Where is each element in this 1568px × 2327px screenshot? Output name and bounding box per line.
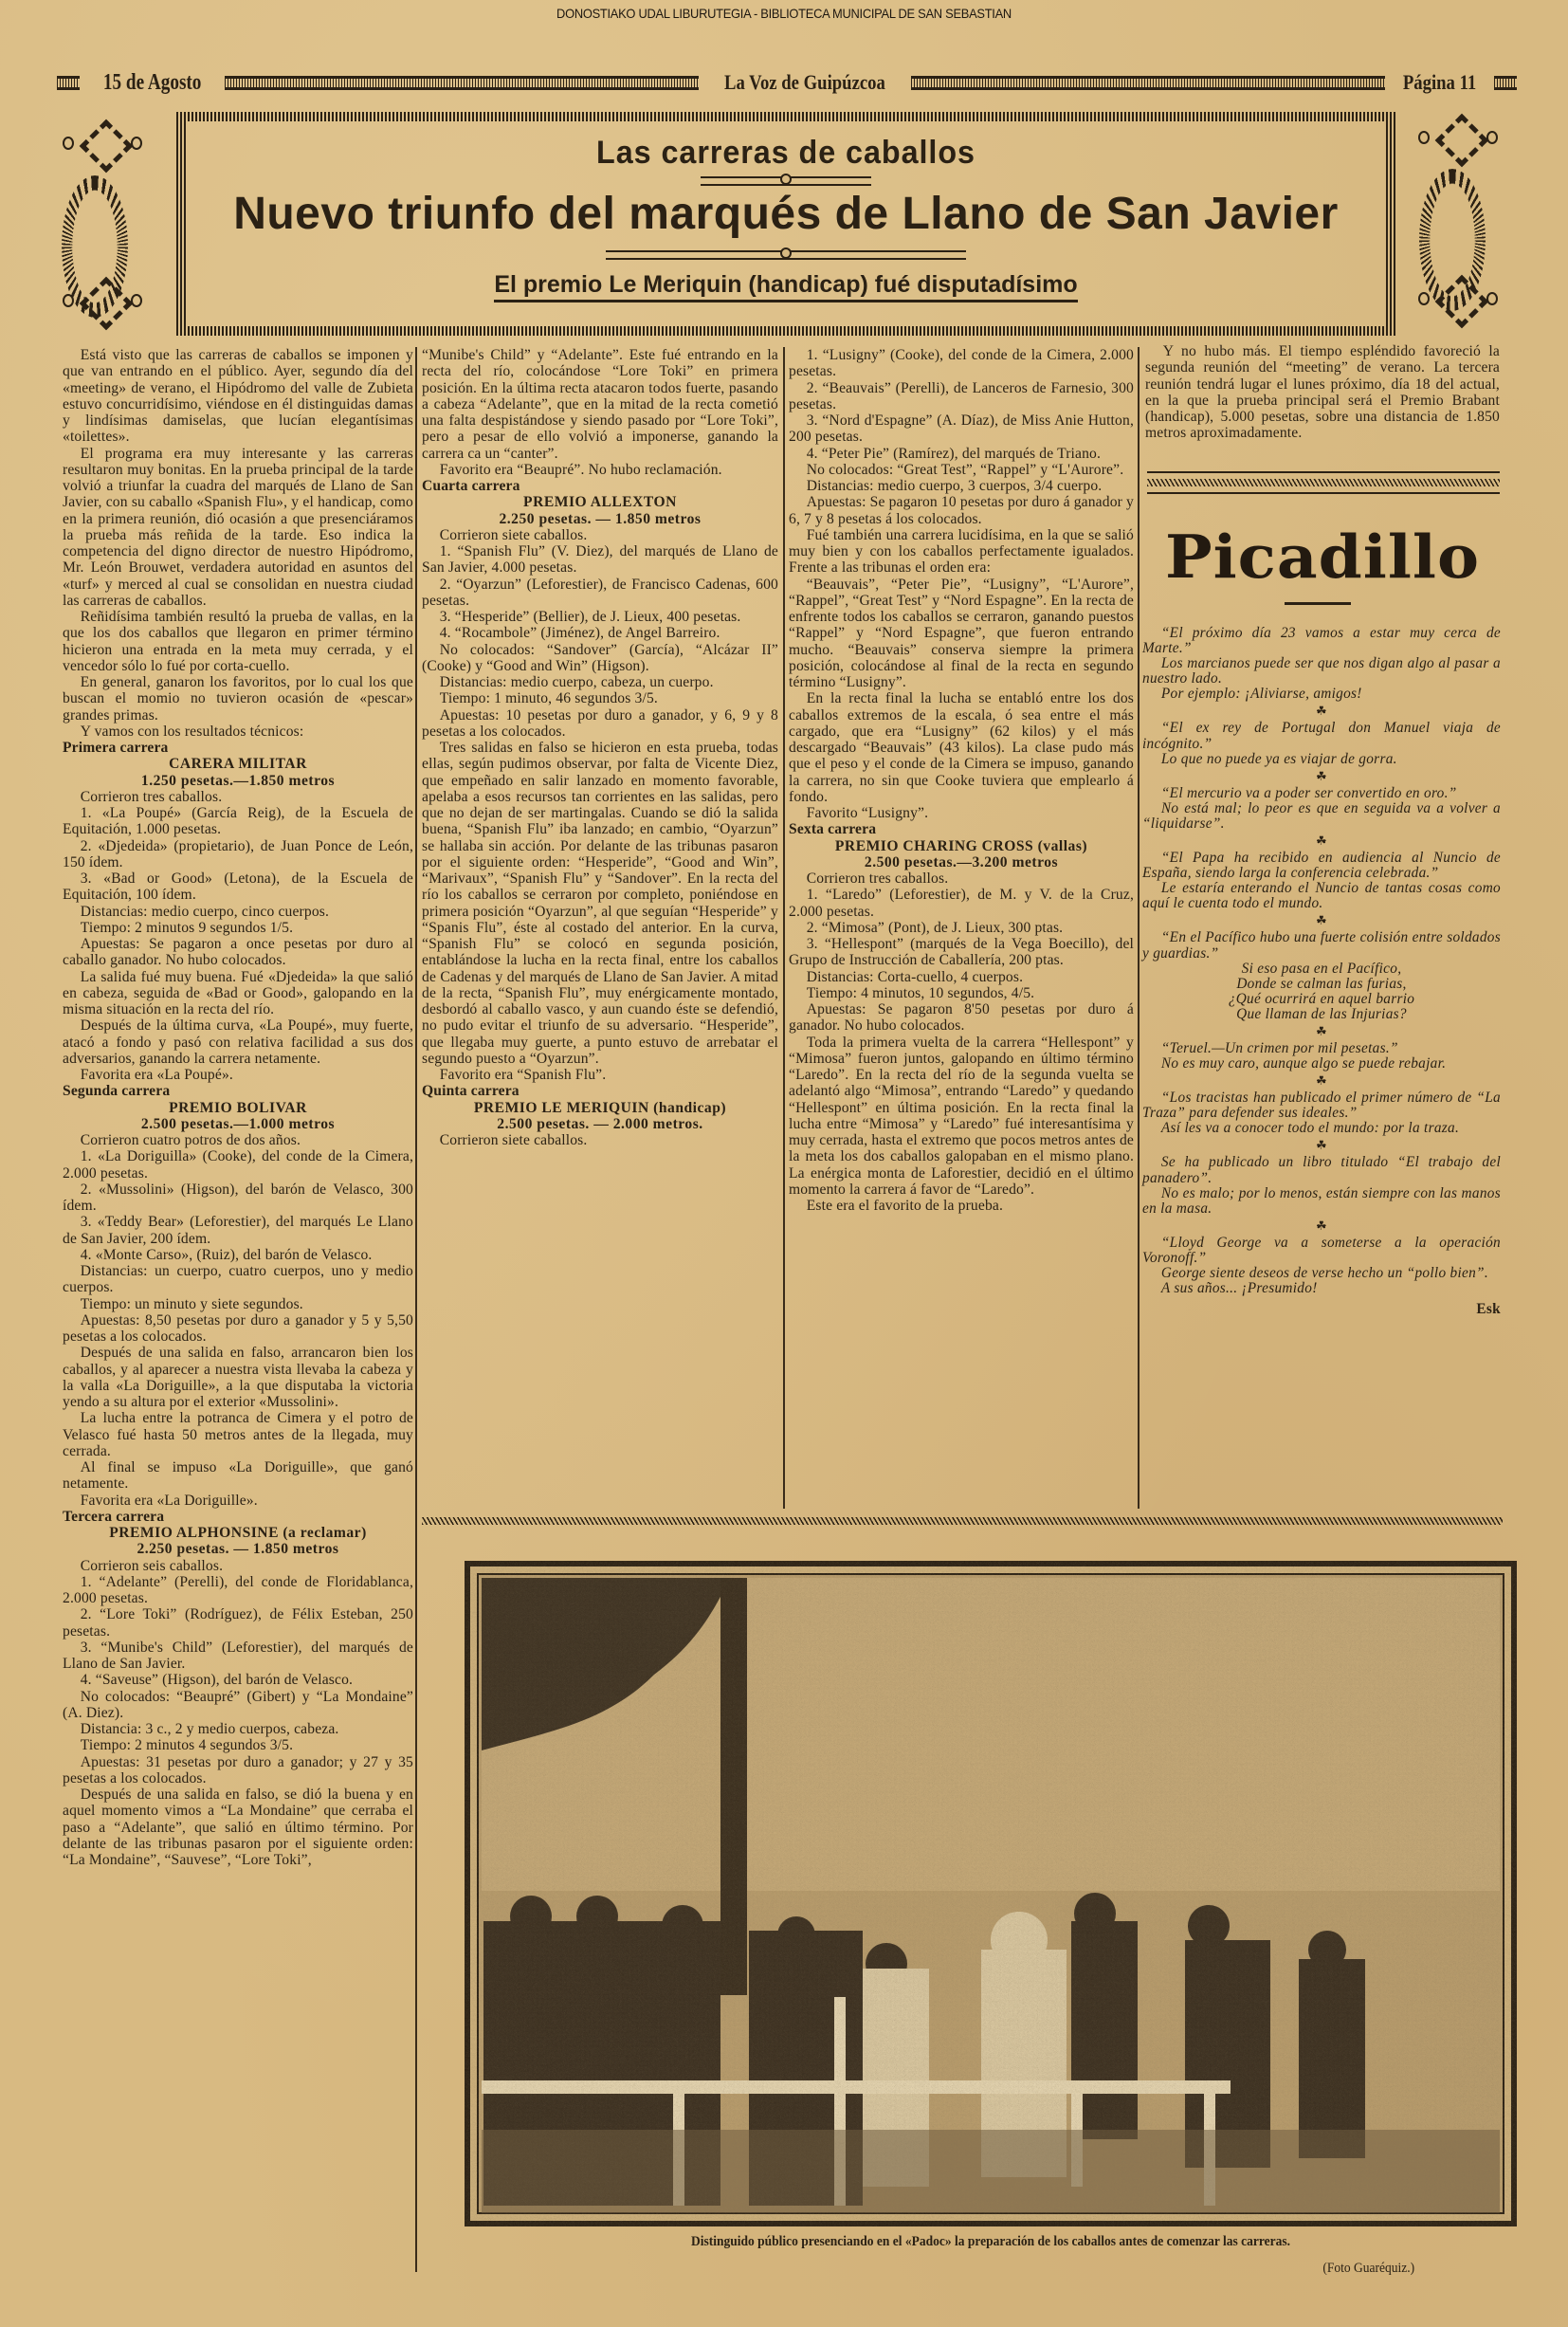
race-subtitle: PREMIO ALLEXTON	[523, 494, 677, 511]
picadillo-rule	[1285, 602, 1351, 605]
paragraph: 2. “Beauvais” (Perelli), de Lanceros de Farnesio, 300 pesetas.	[789, 379, 1134, 412]
picadillo-column	[1142, 626, 1501, 1317]
picadillo-line: “Lloyd George va a someterse a la operación Voronoff.”	[1142, 1234, 1501, 1266]
paragraph: Este era el favorito de la prueba.	[806, 1198, 1004, 1214]
paragraph: Al final se impuso «La Doriguille», que ganó netamente.	[63, 1459, 413, 1493]
masthead-rule	[911, 76, 1385, 90]
paragraph: La lucha entre la potranca de Cimera y el potro de Velasco fué hasta 50 metros antes de la llegada, muy cerrada.	[63, 1410, 413, 1459]
race-heading: Primera carrera	[63, 740, 169, 756]
race-heading: Quinta carrera	[422, 1083, 520, 1100]
picadillo-verse: Si eso pasa en el Pacífico,	[1241, 960, 1402, 977]
paragraph: Tiempo: un minuto y siete segundos.	[80, 1295, 303, 1312]
clover-ornament-icon: ☘	[1316, 1138, 1327, 1153]
race-paddock-photo	[465, 1561, 1517, 2226]
issue-date: 15 de Agosto	[102, 69, 202, 95]
race-subtitle: PREMIO LE MERIQUIN (handicap)	[473, 1099, 727, 1116]
paragraph: Apuestas: 31 pesetas por duro a ganador; y 27 y 35 pesetas a los colocados.	[63, 1753, 413, 1786]
paragraph: Corrieron seis caballos.	[80, 1557, 224, 1574]
paragraph: 2. «Djedeida» (propietario), de Juan Ponce de León, 150 ídem.	[63, 837, 413, 870]
picadillo-verse: Que llaman de las Injurias?	[1236, 1005, 1407, 1022]
picadillo-line: Lo que no puede ya es viajar de gorra.	[1160, 750, 1397, 767]
diamond-ornament-icon	[1431, 275, 1481, 324]
paragraph: El programa era muy interesante y las carreras resultaron muy bonitas. En la prueba principal de la tarde volvió a triunfar la cuadra del marqués de Llano de San Javier, con su caballo «Spanish Flu», y el handicap, como en la primera reunión, dió ocasión a que presenciáramos la prueba más reñida de la tarde. Eso indica la competencia del digno director de nuestro Hipódromo, Mr. León Brouwet, verdadera autoridad en asuntos del «turf» y merced al cual se consolidan en nuestra ciudad las carreras de caballos.	[63, 445, 413, 609]
paragraph: No colocados: “Beaupré” (Gibert) y “La Mondaine” (A. Diez).	[63, 1688, 413, 1721]
paragraph: 1. «La Poupé» (García Reig), de la Escuela de Equitación, 1.000 pesetas.	[63, 805, 413, 838]
article-column-4	[1145, 343, 1500, 442]
picadillo-verse: ¿Qué ocurrirá en aquel barrio	[1228, 990, 1415, 1007]
headline-main: Nuevo triunfo del marqués de Llano de San Javier	[233, 189, 1339, 239]
picadillo-line: Por ejemplo: ¡Aliviarse, amigos!	[1160, 686, 1362, 703]
picadillo-line: No es muy caro, aunque algo se puede rebajar.	[1160, 1055, 1447, 1072]
race-heading: Segunda carrera	[63, 1083, 171, 1100]
picadillo-line: “Los tracistas han publicado el primer número de “La Traza” para defender sus ideales.”	[1142, 1090, 1501, 1122]
paragraph: Distancias: medio cuerpo, cinco cuerpos.	[80, 903, 330, 920]
picadillo-line: Le estaría enterando el Nuncio de tantas cosas como aquí le cuenta todo el mundo.	[1142, 880, 1501, 912]
section-rule	[1147, 492, 1500, 494]
article-column-1	[63, 347, 413, 2281]
clover-ornament-icon: ☘	[1316, 913, 1327, 928]
diamond-ornament-icon	[1431, 114, 1481, 163]
author-signature: Esk	[1476, 1301, 1501, 1318]
picadillo-title: Picadillo	[1164, 521, 1481, 593]
paragraph: Corrieron tres caballos.	[806, 870, 949, 887]
race-subtitle: 2.500 pesetas. — 2.000 metros.	[497, 1115, 703, 1132]
masthead-rule	[1494, 76, 1517, 90]
paragraph: 4. “Saveuse” (Higson), del barón de Velasco.	[80, 1672, 354, 1689]
paragraph: Tiempo: 4 minutos, 10 segundos, 4/5.	[806, 984, 1035, 1001]
picadillo-line: “El próximo día 23 vamos a estar muy cerca de Marte.”	[1142, 625, 1501, 657]
picadillo-line: Los marcianos puede ser que nos digan algo al pasar a nuestro lado.	[1142, 655, 1501, 687]
headline-subtitle-text: El premio Le Meriquin (handicap) fué disputadísimo	[494, 271, 1077, 302]
clover-ornament-icon: ☘	[1316, 704, 1327, 719]
paragraph: Apuestas: 10 pesetas por duro a ganador, y 6, 9 y 8 pesetas a los colocados.	[422, 706, 778, 740]
picadillo-line: A sus años... ¡Presumido!	[1160, 1280, 1318, 1297]
paragraph: Después de la última curva, «La Poupé», muy fuerte, atacó a fondo y pasó con relativa facilidad a sus dos adversarios, ganando la carrera netamente.	[63, 1017, 413, 1067]
headline-divider	[701, 176, 871, 186]
section-rule	[1147, 471, 1500, 473]
picadillo-line: “Teruel.—Un crimen por mil pesetas.”	[1160, 1039, 1398, 1056]
paragraph: 3. «Teddy Bear» (Leforestier), del marqués Le Llano de San Javier, 200 ídem.	[63, 1214, 413, 1247]
paragraph: Fué también una carrera lucidísima, en la que se salió muy bien y con los caballos perfectamente igualados. Frente a las tribunas el orden era:	[789, 526, 1134, 577]
race-subtitle: 2.500 pesetas.—1.000 metros	[140, 1115, 336, 1132]
paragraph: 1. “Adelante” (Perelli), del conde de Floridablanca, 2.000 pesetas.	[63, 1573, 413, 1606]
photo-caption: Distinguido público presenciando en el «Padoc» la preparación de los caballos antes de comenzar las carreras.	[690, 2234, 1290, 2249]
race-heading: Cuarta carrera	[422, 478, 520, 494]
race-heading: Tercera carrera	[63, 1508, 165, 1525]
paragraph: 3. «Bad or Good» (Letona), de la Escuela de Equitación, 100 ídem.	[63, 870, 413, 904]
picadillo-line: “El Papa ha recibido en audiencia al Nuncio de España, siendo larga la conferencia celebrada.”	[1142, 850, 1501, 882]
paragraph: Tiempo: 2 minutos 9 segundos 1/5.	[80, 919, 294, 936]
race-subtitle: PREMIO CHARING CROSS (vallas)	[834, 837, 1088, 854]
race-heading: Sexta carrera	[789, 821, 877, 838]
column-rule	[1138, 347, 1140, 1509]
wavy-rule	[1147, 479, 1500, 486]
paragraph: 2. «Mussolini» (Higson), del barón de Velasco, 300 ídem.	[63, 1181, 413, 1214]
picadillo-verse: Donde se calman las furias,	[1236, 975, 1407, 992]
headline-box	[176, 112, 1395, 336]
paragraph: Apuestas: Se pagaron 8'50 pesetas por duro á ganador. No hubo colocados.	[789, 1001, 1134, 1035]
article-column-3	[789, 347, 1134, 1509]
paragraph: 3. “Nord d'Espagne” (A. Díaz), de Miss Anie Hutton, 200 pesetas.	[789, 412, 1134, 446]
paragraph: Distancias: medio cuerpo, cabeza, un cuerpo.	[439, 674, 714, 690]
masthead-rule	[57, 76, 80, 90]
clover-ornament-icon: ☘	[1316, 1218, 1327, 1233]
paragraph: 4. “Rocambole” (Jiménez), de Angel Barreiro.	[439, 625, 720, 642]
picadillo-line: “El ex rey de Portugal don Manuel viaja de incógnito.”	[1142, 720, 1501, 752]
paragraph: 2. “Oyarzun” (Leforestier), de Francisco Cadenas, 600 pesetas.	[422, 576, 778, 609]
masthead	[57, 68, 1517, 97]
paragraph: Distancias: Corta-cuello, 4 cuerpos.	[806, 968, 1024, 985]
paragraph: Apuestas: 8,50 pesetas por duro a ganador y 5 y 5,50 pesetas a los colocados.	[63, 1311, 413, 1345]
paragraph: Reñidísima también resultó la prueba de vallas, en la que los dos caballos que llegaron en primer término hicieron una entrada en la meta muy cerrada, y el vencedor sólo lo fué por corta-cuello.	[63, 609, 413, 674]
diamond-ornament-icon	[76, 119, 125, 169]
paragraph: Corrieron siete caballos.	[439, 526, 588, 543]
paragraph: 4. “Peter Pie” (Ramírez), del marqués de Triano.	[806, 445, 1102, 462]
paragraph: La salida fué muy buena. Fué «Djedeida» la que salió en cabeza, seguida de «Bad or Good», galopando en la misma situación en la recta del río.	[63, 968, 413, 1017]
clover-ornament-icon: ☘	[1316, 834, 1327, 849]
race-subtitle: PREMIO BOLIVAR	[169, 1099, 307, 1116]
race-subtitle: 2.250 pesetas. — 1.850 metros	[137, 1541, 339, 1558]
paragraph: “Munibe's Child” y “Adelante”. Este fué entrando en la recta del río, colocándose “Lore Toki” en primera posición. En la última recta atacaron todos fuerte, pasando a cabeza “Adelante”, que en la mitad de la recta cometió una falta despistándose y siendo pasado por “Lore Toki”, pero a pesar de ello volvió a imponerse, ganando la carrera ca un “canter”.	[422, 347, 778, 462]
paragraph: 3. “Munibe's Child” (Leforestier), del marqués de Llano de San Javier.	[63, 1639, 413, 1672]
column-rule	[415, 347, 417, 2272]
paragraph: Después de una salida en falso, se dió la buena y en aquel momento vimos a “La Mondaine” que cerraba el paso a “Adelante”, que salió en último término. Por delante de las tribunas pasaron por el siguiente orden: “La Mondaine”, “Sauvese”, “Lore Toki”,	[63, 1786, 413, 1868]
picadillo-line: No está mal; lo peor es que en seguida va a volver a “liquidarse”.	[1142, 799, 1501, 832]
race-subtitle: CARERA MILITAR	[169, 756, 307, 773]
paragraph: Distancias: un cuerpo, cuatro cuerpos, uno y medio cuerpos.	[63, 1263, 413, 1296]
paragraph: En general, ganaron los favoritos, por lo cual los que buscan el momio no tuvieron ocasión de «pescar» grandes primas.	[63, 674, 413, 724]
paragraph: Favorito era “Spanish Flu”.	[439, 1067, 607, 1083]
page-number: Página 11	[1402, 70, 1477, 94]
picadillo-line: No es malo; por lo menos, están siempre con las manos en la masa.	[1142, 1184, 1501, 1217]
masthead-rule	[225, 76, 699, 90]
paragraph: Y no hubo más. El tiempo espléndido favoreció la segunda reunión del “meeting” de verano. La tercera reunión tendrá lugar el lunes próximo, día 18 del actual, en la que la prueba principal será el Premio Brabant (handicap), 5.000 pesetas, sobre una distancia de 1.850 metros aproximadamente.	[1145, 343, 1500, 442]
paragraph: 1. “Spanish Flu” (V. Diez), del marqués de Llano de San Javier, 4.000 pesetas.	[422, 543, 778, 577]
paragraph: 3. “Hesperide” (Bellier), de J. Lieux, 400 pesetas.	[439, 609, 741, 625]
picadillo-line: Así les va a conocer todo el mundo: por la traza.	[1160, 1120, 1460, 1137]
paragraph: 1. “Lusigny” (Cooke), del conde de la Cimera, 2.000 pesetas.	[789, 347, 1134, 380]
paragraph: 4. «Monte Carso», (Ruiz), del barón de Velasco.	[80, 1246, 373, 1263]
paragraph: Apuestas: Se pagaron 10 pesetas por duro á ganador y 6, 7 y 8 pesetas á los colocados.	[789, 494, 1134, 527]
picadillo-line: “El mercurio va a poder ser convertido en oro.”	[1160, 784, 1457, 801]
race-subtitle: PREMIO ALPHONSINE (a reclamar)	[109, 1525, 367, 1541]
paragraph: Favorito era “Beaupré”. No hubo reclamación.	[439, 461, 722, 478]
paragraph: Corrieron cuatro potros de dos años.	[80, 1132, 301, 1148]
clover-ornament-icon: ☘	[1316, 1023, 1327, 1038]
clover-ornament-icon: ☘	[1316, 768, 1327, 783]
paragraph: Tiempo: 1 minuto, 46 segundos 3/5.	[439, 690, 658, 707]
paragraph: 1. “Laredo” (Leforestier), de M. y V. de la Cruz, 2.000 pesetas.	[789, 887, 1134, 920]
paragraph: Favorita era «La Poupé».	[80, 1067, 233, 1083]
headline-divider	[606, 250, 966, 260]
paragraph: No colocados: “Sandover” (García), “Alcázar II” (Cooke) y “Good and Win” (Higson).	[422, 641, 778, 674]
paragraph: 1. «La Doriguilla» (Cooke), del conde de la Cimera, 2.000 pesetas.	[63, 1148, 413, 1182]
paragraph: “Beauvais”, “Peter Pie”, “Lusigny”, “L'Aurore”, “Rappel”, “Great Test” y “Nord Espagne”. En la recta de enfrente todos los caballos se cerraron, ganando puestos “Rappel” y “Nord Espagne”, que fueron entrando mucho. “Beauvais” conserva siempre la primera posición, colocándose al final de la recta en segundo término “Lusigny”.	[789, 576, 1134, 690]
paragraph: Distancias: medio cuerpo, 3 cuerpos, 3/4 cuerpo.	[806, 478, 1103, 494]
paragraph: 2. “Mimosa” (Pont), de J. Lieux, 300 ptas.	[806, 919, 1064, 936]
headline-kicker: Las carreras de caballos	[596, 135, 975, 171]
paragraph: Tres salidas en falso se hicieron en esta prueba, todas ellas, según pudimos observar, por falta de Vicente Diez, que empeñado en salir lanzado en momento favorable, apelaba a esos recursos tan corrientes en las salidas, pero que no dejan de ser martingalas. Cuando se dió la salida buena, “Spanish Flu” iba lanzado; en cambio, “Oyarzun” se hallaba sin acción. Por delante de las tribunas pasaron por el siguiente orden: “Hesperide”, “Good and Win”, “Marivaux”, “Spanish Flu” y “Sandover”. En la recta del río los caballos se cerraron por completo, poniéndose en primera posición “Oyarzun”, al que seguían “Hesperide” y “Spanis Flu”, éste al costado del anterior. En la curva, “Spanish Flu” se colocó en segunda posición, entablándose la lucha en la recta final, entre los caballos de Cadenas y del marqués de Llano de San Javier. A mitad de la recta, “Spanish Flu”, muy enérgicamente montado, desbordó al caballo vasco, y aun cuando éste se defendió, no pudo evitar el triunfo de su adversario. “Hesperide”, que llegaba muy guerte, a punto estuvo de arrebatar el segundo puesto a “Oyarzun”.	[422, 740, 778, 1067]
paragraph: Favorita era «La Doriguille».	[80, 1492, 258, 1509]
paragraph: Corrieron siete caballos.	[439, 1132, 588, 1148]
paragraph: Está visto que las carreras de caballos se imponen y que van entrando en el público. Ayer, segundo día del «meeting» de verano, el Hipódromo del valle de Zubieta estuvo concurridísimo, viéndose en él distinguidas damas y lindísimas damiselas, que lucían elegantísimas «toilettes».	[63, 347, 413, 446]
paragraph: 2. “Lore Toki” (Rodríguez), de Félix Esteban, 250 pesetas.	[63, 1606, 413, 1640]
paragraph: En la recta final la lucha se entabló entre los dos caballos extremos de la escala, ó sea entre el más cargado, que era “Lusigny” (62 kilos) y el más descargado “Beauvais” (43 kilos). La clase pudo más que el peso y el conde de la Cimera se impuso, ganando la carrera, no sin que Cooke tuviera que emplearlo á fondo.	[789, 690, 1134, 805]
newspaper-name: La Voz de Guipúzcoa	[724, 70, 886, 94]
paragraph: 3. “Hellespont” (marqués de la Vega Boecillo), del Grupo de Instrucción de Caballería, 200 ptas.	[789, 936, 1134, 969]
race-subtitle: 2.500 pesetas.—3.200 metros	[864, 853, 1059, 870]
paragraph: Y vamos con los resultados técnicos:	[80, 723, 304, 740]
wavy-rule	[422, 1517, 1503, 1525]
picadillo-line: “En el Pacífico hubo una fuerte colisión entre soldados y guardias.”	[1142, 929, 1501, 962]
paragraph: Distancia: 3 c., 2 y medio cuerpos, cabeza.	[80, 1721, 339, 1737]
paragraph: Apuestas: Se pagaron a once pesetas por duro al caballo ganador. No hubo colocados.	[63, 936, 413, 969]
paragraph: Corrieron tres caballos.	[80, 788, 223, 805]
column-rule	[783, 347, 785, 1509]
paragraph: Toda la primera vuelta de la carrera “Hellespont” y “Mimosa” fueron juntos, galopando en último término “Laredo”. En la recta del río de la segunda vuelta se adelantó algo “Mimosa”, entrando “Laredo” y quedando “Hellespont” en última posición. En la recta final la lucha entre “Mimosa” y “Laredo” fué interesantísima y muy cerrada, hasta el extremo que pocos metros antes de la meta los dos caballos galopaban en el mismo plano. La enérgica monta de Laforestier, decidió en el último momento la carrera á favor de “Laredo”.	[789, 1034, 1134, 1198]
archive-label: DONOSTIAKO UDAL LIBURUTEGIA - BIBLIOTECA MUNICIPAL DE SAN SEBASTIAN	[556, 6, 1012, 21]
headline-subtitle	[186, 271, 1386, 299]
paragraph: Después de una salida en falso, arrancaron bien los caballos, y al aparecer a nuestra vista llevaba la cabeza y la valla «La Doriguille», a la que disputaba la victoria yendo a su altura por el exterior «Mussolini».	[63, 1345, 413, 1410]
paragraph: Tiempo: 2 minutos 4 segundos 3/5.	[80, 1737, 294, 1754]
picadillo-line: Se ha publicado un libro titulado “El trabajo del panadero”.	[1142, 1154, 1501, 1186]
paragraph: Favorito “Lusigny”.	[806, 805, 929, 821]
article-column-2	[422, 347, 778, 1509]
paragraph: No colocados: “Great Test”, “Rappel” y “L'Aurore”.	[806, 461, 1124, 478]
diamond-ornament-icon	[76, 277, 125, 326]
race-subtitle: 2.250 pesetas. — 1.850 metros	[499, 510, 702, 527]
picadillo-line: George siente deseos de verse hecho un “pollo bien”.	[1160, 1265, 1488, 1281]
clover-ornament-icon: ☘	[1316, 1073, 1327, 1089]
photo-credit: (Foto Guaréquiz.)	[1322, 2261, 1415, 2276]
race-subtitle: 1.250 pesetas.—1.850 metros	[140, 772, 336, 789]
